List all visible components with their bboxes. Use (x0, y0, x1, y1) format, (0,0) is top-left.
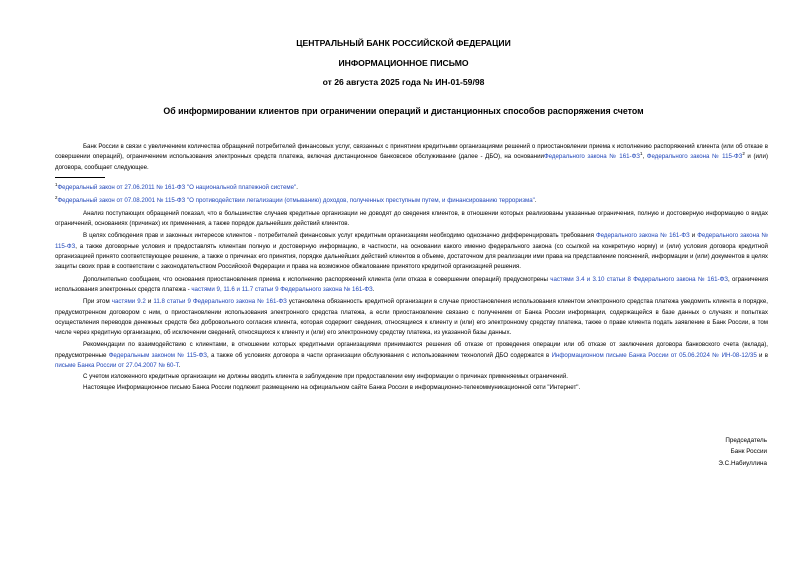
paragraph-recommendations (55, 340, 768, 371)
link-part-11-8[interactable]: 11.8 статьи 9 Федерального закона № 161-ФЗ (153, 298, 287, 306)
issuer-name: ЦЕНТРАЛЬНЫЙ БАНК РОССИЙСКОЙ ФЕДЕРАЦИИ (296, 38, 511, 48)
link-fz-115[interactable]: Федеральным законом № 115-ФЗ (108, 351, 207, 359)
paragraph-intro-text: Банк России в связи с увеличением количества обращений потребителей финансовых услуг, связанных с принятием кредитными организациями решений о приостановлении приема к исполнению распоряжений клиента (или об отказе в совершении операций), ограничением использования электронных средств платежа, включая дистанционное банковское обслуживание (далее - ДБО), на основании (55, 143, 768, 161)
link-letter-60t[interactable]: письме Банка России от 27.04.2007 № 60-Т (55, 362, 179, 370)
paragraph-grounds (55, 275, 768, 296)
paragraph-recommendations-text-a: Рекомендации по взаимодействию с клиентами, в отношении которых кредитными организациями принимаются решения об отказе от проведения операции или об отказе от заключения договора банковского счета (вклада), предусмотренные (55, 341, 768, 359)
paragraph-recommendations-text-d: . (178, 362, 181, 370)
paragraph-recommendations-text-b: , а также об условиях договора в части организации обслуживания с использованием технологий ДБО содержатся в (206, 351, 552, 359)
link-fz-161[interactable]: Федерального закона № 161-ФЗ (543, 153, 640, 161)
footnote-1-link[interactable]: Федеральный закон от 27.06.2011 № 161-ФЗ "О национальной платежной системе" (57, 183, 297, 191)
footnote-1-end: . (296, 183, 298, 191)
signature-title: Председатель (725, 437, 767, 444)
footnote-2-link[interactable]: Федеральный закон от 07.08.2001 № 115-ФЗ "О противодействии легализации (отмыванию) доходов, полученных преступным путем, и финансированию терроризма" (57, 196, 535, 204)
paragraph-notification-text-a: При этом (83, 298, 112, 306)
paragraph-intro (55, 142, 768, 173)
link-fz-115[interactable]: Федерального закона № 115-ФЗ (55, 232, 768, 250)
document-body (55, 142, 768, 393)
link-article-8[interactable]: частями 3.4 и 3.10 статьи 8 Федерального закона № 161-ФЗ (550, 275, 728, 283)
footnote-1-mark: 1 (55, 181, 58, 187)
link-fz-161[interactable]: Федерального закона № 161-ФЗ (595, 232, 690, 240)
paragraph-analysis: Анализ поступающих обращений показал, что в большинстве случаев кредитные организации не доводят до сведения клиентов, в отношении которых реализованы указанные ограничения, полную и достоверную информацию о видах ограничений, основаниях (причинах) их применения, а также порядок дальнейших действий клиентов. (55, 209, 768, 228)
paragraph-recommendations-text-c: и в (756, 351, 769, 359)
signature-org: Банк России (730, 448, 767, 456)
footnote-ref-1[interactable]: 1 (639, 151, 643, 157)
footnote-2-end: . (534, 196, 537, 204)
document-subject: Об информировании клиентов при ограничении операций и дистанционных способов распоряжения счетом (163, 106, 644, 116)
document-type: ИНФОРМАЦИОННОЕ ПИСЬМО (338, 58, 469, 68)
paragraph-conclusion: С учетом изложенного кредитные организации не должны вводить клиента в заблуждение при предоставлении ему информации о причинах применяемых ограничений. (83, 373, 568, 381)
paragraph-notification-text-c: установлена обязанность кредитной организации в случае приостановления использования клиентом электронного средства платежа уведомить клиента в порядке, предусмотренном договором с ним, о приостановлении использования электронного средства платежа, а если приостановление связано с получением от Банка России информации, содержащейся в базе данных о случаях и попытках осуществления переводов денежных средств без добровольного согласия клиента, которая содержит сведения, относящиеся к клиенту и (или) его электронному средству платежа, также о праве клиента подать заявление в Банк России, в том числе через кредитную организацию, об исключении сведений, относящихся к клиенту и (или) его электронному средству платежа, из указанной базы данных. (55, 298, 769, 337)
paragraph-requirements-text-a: В целях соблюдения прав и законных интересов клиентов - потребителей финансовых услуг кредитным организациям необходимо однозначно дифференцировать требования (83, 232, 594, 240)
signature-block (718, 435, 767, 469)
paragraph-requirements-text-c: , а также договорные условия и предоставлять клиентам полную и достоверную информацию, в частности, на основании какого именно федерального закона (со ссылкой на конкретную норму) и (или) условия договора кредитной организацией принято соответствующее решение, а также о причинах его принятия, порядке дальнейших действий клиентов в объеме, достаточном для реализации ими права на представление пояснений, информации и (или) документов в целях защиты своих прав в соответствии с законодательством Российской Федерации и права на возможное обжалование принятого кредитной организацией решения. (55, 242, 768, 271)
paragraph-requirements-text-b: и (689, 232, 698, 240)
footnote-ref-2[interactable]: 2 (742, 151, 745, 157)
link-info-letter[interactable]: Информационном письме Банка России от 05.06.2024 № ИН-08-12/35 (551, 351, 757, 359)
link-fz-115[interactable]: Федерального закона № 115-ФЗ (646, 153, 743, 161)
paragraph-intro-tail: и (или) договора, сообщает следующее. (55, 153, 768, 171)
footnote-separator (55, 177, 105, 178)
paragraph-grounds-text-c: . (372, 285, 375, 293)
footnote-1 (55, 183, 768, 193)
paragraph-requirements (55, 231, 768, 272)
paragraph-publication: Настоящее Информационное письмо Банка России подлежит размещению на официальном сайте Банка России в информационно-телекоммуникационной сети "Интернет". (83, 383, 581, 391)
separator: , (642, 153, 647, 161)
paragraph-notification (55, 297, 768, 338)
link-part-9-2[interactable]: частями 9.2 (111, 298, 146, 306)
paragraph-grounds-text-a: Дополнительно сообщаем, что основания приостановления приема к исполнению распоряжений клиента (или отказа в совершении операций) предусмотрены (83, 275, 548, 283)
paragraph-grounds-text-b: , ограничения использования электронных средств платежа - (55, 275, 769, 293)
signature-name: Э.С.Набиуллина (718, 459, 767, 467)
paragraph-notification-text-b: и (145, 298, 154, 306)
footnote-2 (55, 196, 768, 206)
document-date-number: от 26 августа 2025 года № ИН-01-59/98 (322, 77, 485, 87)
footnote-2-mark: 2 (55, 194, 58, 200)
link-article-9[interactable]: частями 9, 11.6 и 11.7 статьи 9 Федерального закона № 161-ФЗ (191, 285, 373, 293)
